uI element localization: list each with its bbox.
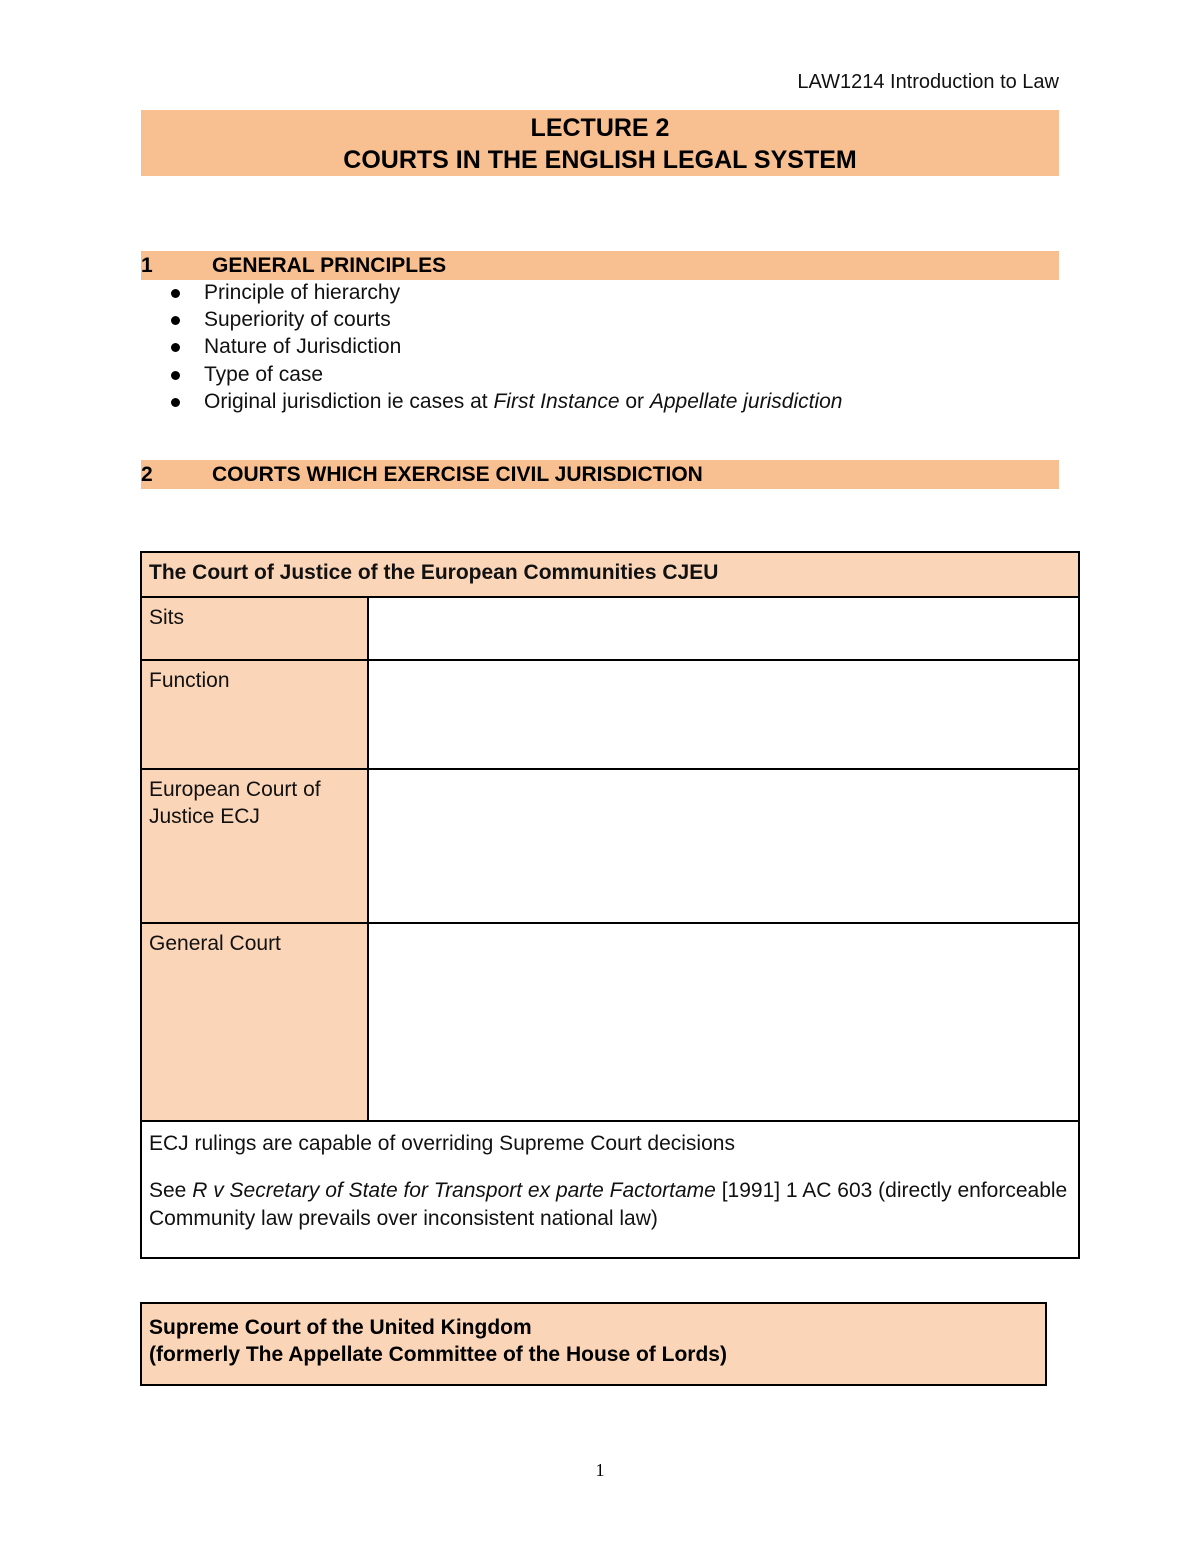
list-item: Original jurisdiction ie cases at First Instance or Appellate jurisdiction [163, 388, 842, 415]
lecture-title-box [141, 110, 1059, 176]
section-2-number: 2 [141, 463, 153, 486]
section-1-heading [141, 251, 1059, 280]
bullet-icon [171, 316, 180, 325]
row-value-sits [368, 597, 1079, 660]
case-name: R v Secretary of State for Transport ex parte Factortame [192, 1179, 716, 1202]
table-row [141, 660, 1079, 769]
list-item: Nature of Jurisdiction [163, 333, 842, 360]
table-row [141, 769, 1079, 923]
supreme-court-box [140, 1302, 1047, 1386]
row-label-function: Function [141, 660, 368, 769]
cjeu-table-heading: The Court of Justice of the European Communities CJEU [141, 552, 1079, 597]
section-1-title: GENERAL PRINCIPLES [212, 254, 447, 277]
section-2-heading [141, 460, 1059, 489]
row-value-function [368, 660, 1079, 769]
supreme-court-subtitle: (formerly The Appellate Committee of the House of Lords) [149, 1343, 727, 1366]
row-label-sits: Sits [141, 597, 368, 660]
lecture-title: COURTS IN THE ENGLISH LEGAL SYSTEM [343, 146, 857, 174]
section-2-title: COURTS WHICH EXERCISE CIVIL JURISDICTION [212, 463, 703, 486]
lecture-number: LECTURE 2 [530, 114, 670, 142]
running-header: LAW1214 Introduction to Law [797, 71, 1059, 93]
note-ruling: ECJ rulings are capable of overriding Supreme Court decisions [149, 1132, 735, 1155]
table-row [141, 597, 1079, 660]
table-row [141, 923, 1079, 1121]
cjeu-table-note [141, 1121, 1079, 1258]
principles-list [163, 279, 842, 415]
row-value-ecj [368, 769, 1079, 923]
section-1-number: 1 [141, 254, 153, 277]
page-number: 1 [595, 1460, 605, 1480]
list-item: Principle of hierarchy [163, 279, 842, 306]
note-case-reference: See R v Secretary of State for Transport ex parte Factortame [1991] 1 AC 603 (directly enforceable Community law prevails over inconsistent national law) [149, 1179, 1068, 1230]
bullet-icon [171, 343, 180, 352]
row-label-general-court: General Court [141, 923, 368, 1121]
bullet-icon [171, 371, 180, 380]
bullet-icon [171, 289, 180, 298]
row-value-general-court [368, 923, 1079, 1121]
cjeu-table [140, 551, 1080, 1259]
table-row [141, 1121, 1079, 1258]
list-item: Superiority of courts [163, 306, 842, 333]
supreme-court-title: Supreme Court of the United Kingdom [149, 1316, 532, 1339]
bullet-icon [171, 398, 180, 407]
row-label-ecj: European Court of Justice ECJ [141, 769, 368, 923]
list-item: Type of case [163, 361, 842, 388]
